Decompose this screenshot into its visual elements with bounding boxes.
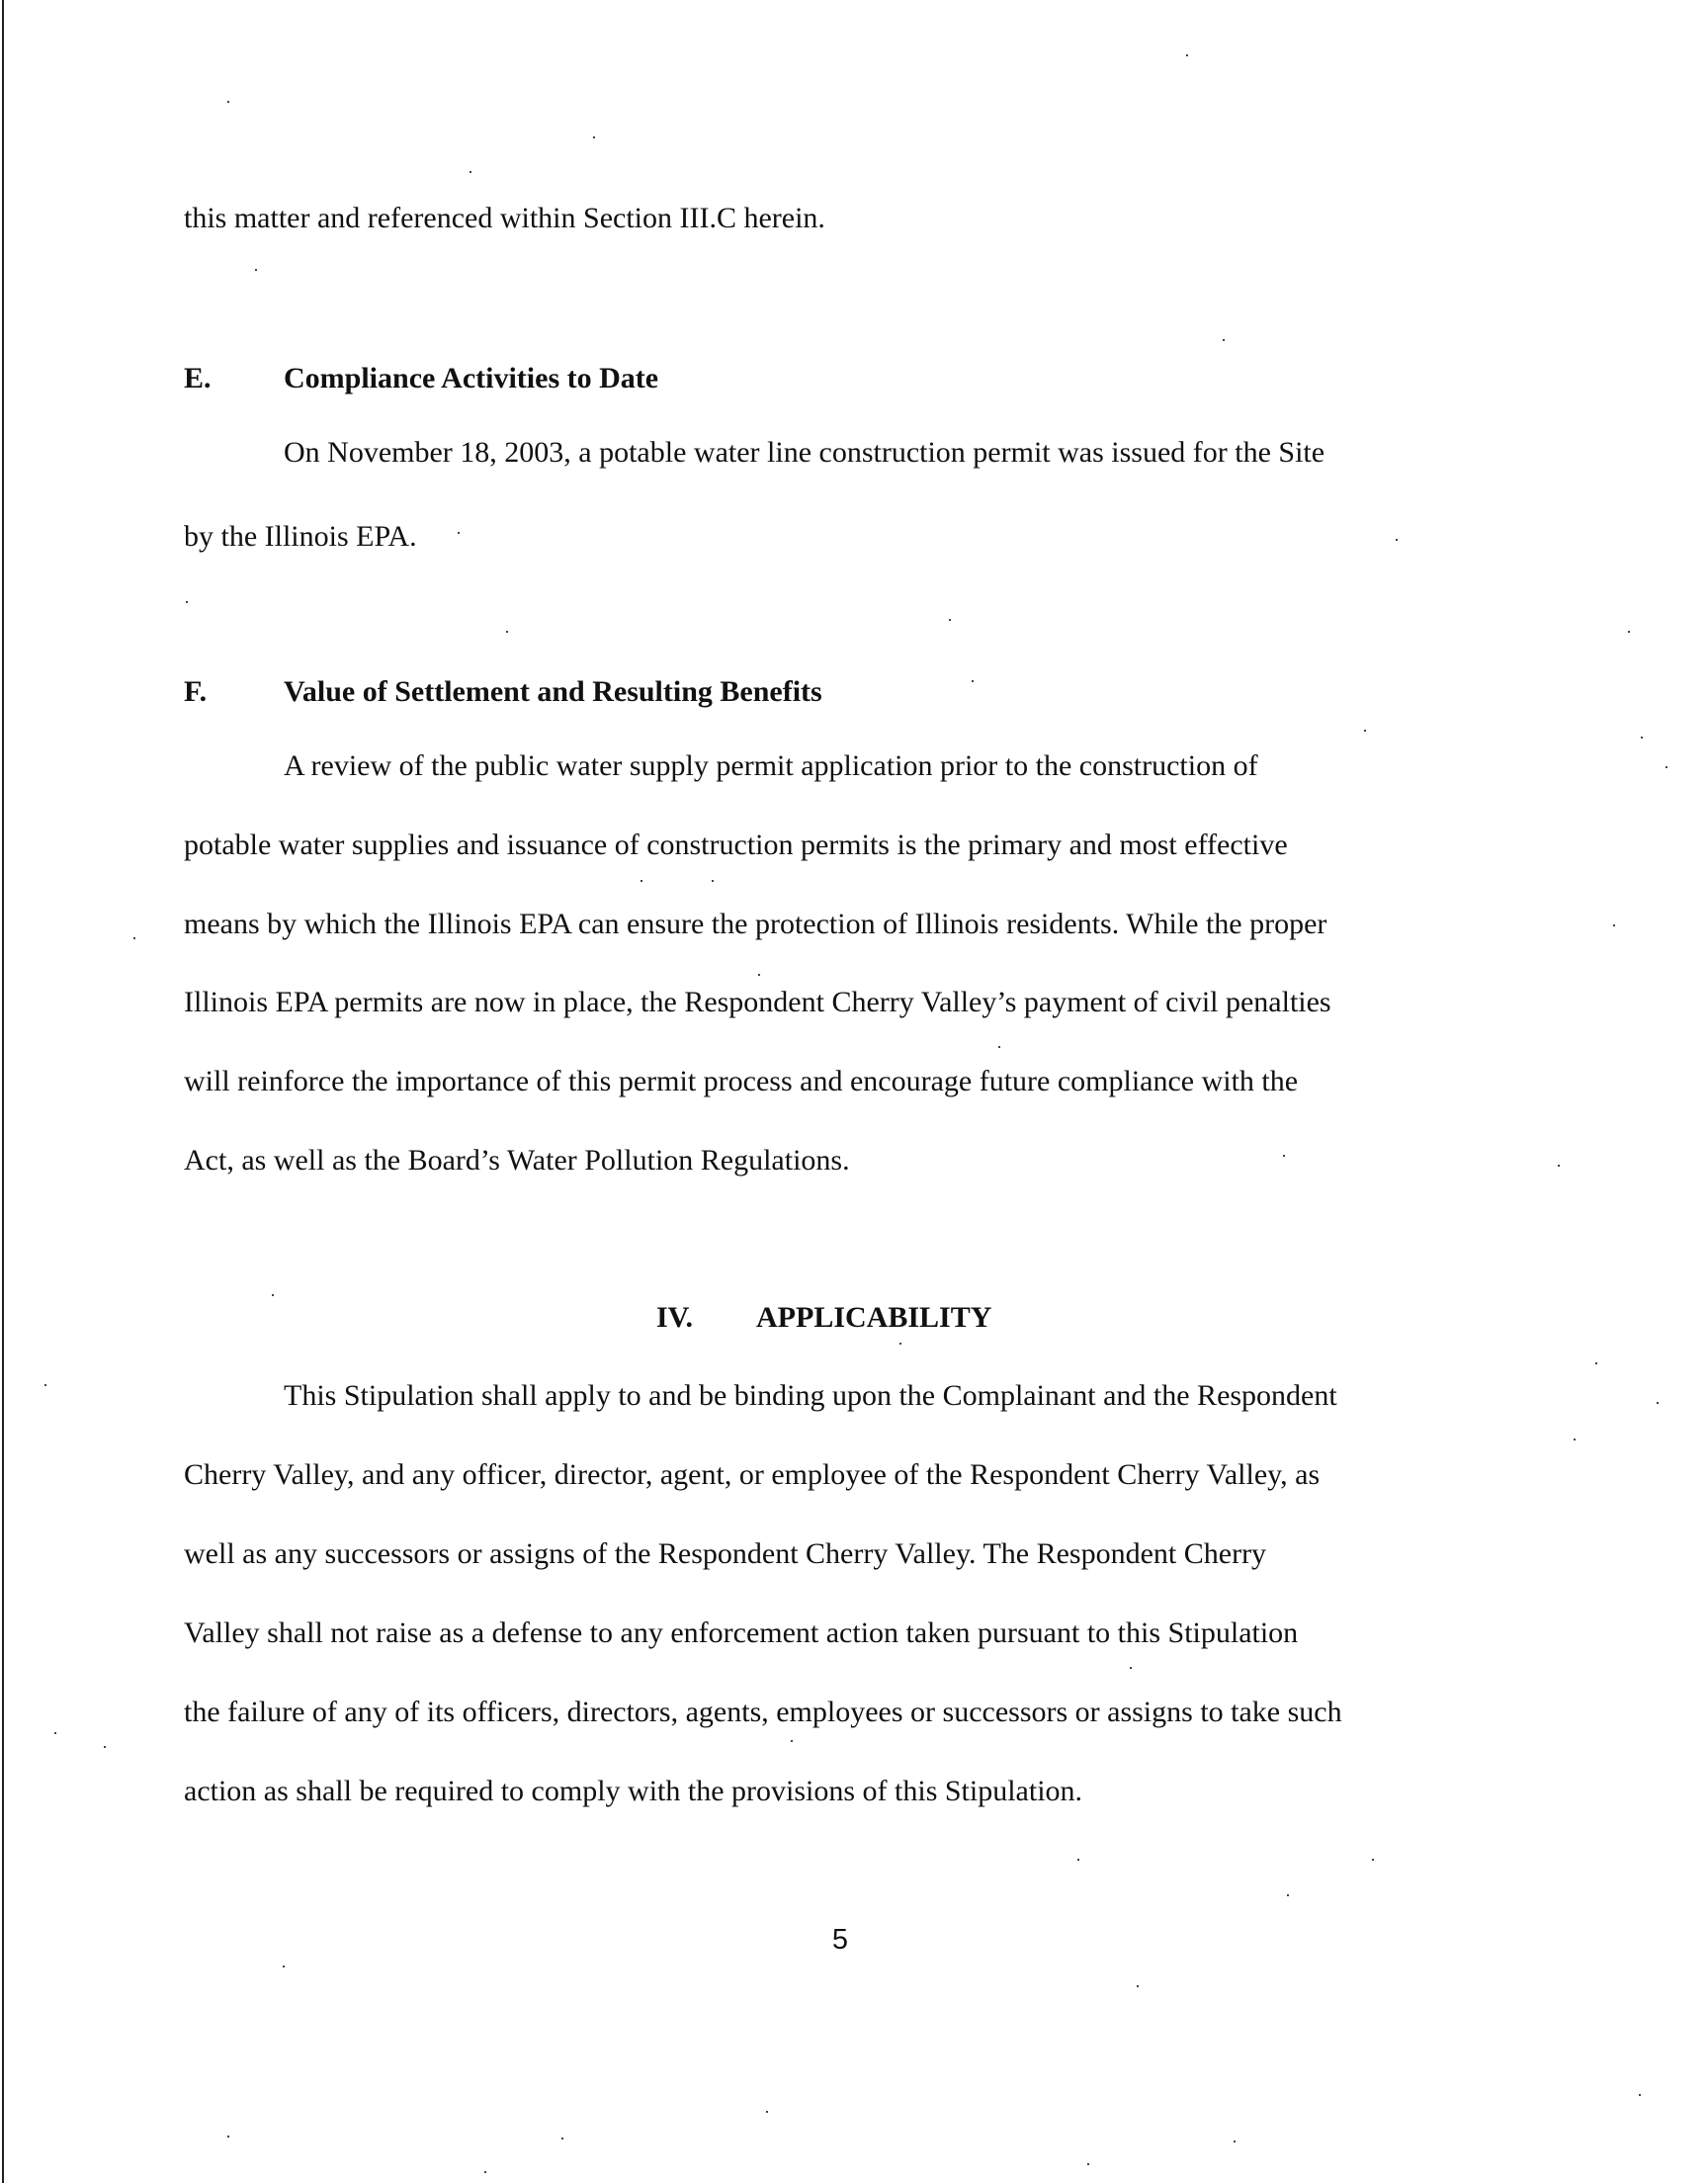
scan-speck xyxy=(998,1046,1000,1048)
scan-speck xyxy=(1665,766,1667,768)
body-line: well as any successors or assigns of the Respondent Cherry Valley. The Respondent Cherry xyxy=(184,1537,1267,1570)
scan-speck xyxy=(712,880,714,882)
scan-speck xyxy=(44,1384,46,1386)
scan-speck xyxy=(791,1740,793,1742)
body-line: this matter and referenced within Section III.C herein. xyxy=(184,202,825,234)
scan-speck xyxy=(766,2111,768,2113)
scan-speck xyxy=(1223,339,1225,341)
page-number: 5 xyxy=(831,1924,849,1956)
body-line: the failure of any of its officers, directors, agents, employees or successors or assigns to take such xyxy=(184,1696,1342,1728)
section-f-letter: F. xyxy=(184,675,208,708)
scan-edge-line xyxy=(2,0,4,2183)
scan-speck xyxy=(758,974,760,976)
body-line: potable water supplies and issuance of construction permits is the primary and most effective xyxy=(184,829,1288,861)
body-line: A review of the public water supply permit application prior to the construction of xyxy=(284,749,1258,782)
scan-speck xyxy=(1657,1402,1659,1404)
scan-speck xyxy=(1641,737,1643,739)
scan-speck xyxy=(1364,730,1366,732)
scan-speck xyxy=(458,532,460,534)
scan-speck xyxy=(1628,631,1630,633)
scan-speck xyxy=(54,1732,56,1734)
section-iv-numeral: IV. xyxy=(656,1301,693,1334)
scan-speck xyxy=(1595,1362,1597,1364)
scan-speck xyxy=(227,2136,229,2138)
body-line: means by which the Illinois EPA can ensure the protection of Illinois residents. While the proper xyxy=(184,908,1327,940)
scan-speck xyxy=(506,631,508,633)
scan-speck xyxy=(1613,924,1615,926)
scan-speck xyxy=(1287,1894,1289,1896)
scan-speck xyxy=(470,171,471,173)
body-line: Valley shall not raise as a defense to any enforcement action taken pursuant to this Stipulation xyxy=(184,1616,1299,1649)
body-line: On November 18, 2003, a potable water line construction permit was issued for the Site xyxy=(284,436,1325,469)
scan-speck xyxy=(255,269,257,271)
scan-speck xyxy=(227,101,229,103)
scan-speck xyxy=(133,937,135,939)
scan-speck xyxy=(104,1746,106,1748)
section-e-title: Compliance Activities to Date xyxy=(284,362,659,394)
scan-speck xyxy=(949,619,951,621)
scan-speck xyxy=(640,880,642,882)
body-line: Act, as well as the Board’s Water Pollution Regulations. xyxy=(184,1144,850,1177)
scan-speck xyxy=(1186,54,1188,56)
body-line: action as shall be required to comply with the provisions of this Stipulation. xyxy=(184,1775,1083,1807)
body-line: will reinforce the importance of this permit process and encourage future compliance with the xyxy=(184,1065,1299,1097)
scan-speck xyxy=(1372,1859,1374,1861)
scan-speck xyxy=(1087,2163,1089,2165)
scan-speck xyxy=(1137,1985,1139,1987)
scan-speck xyxy=(1396,539,1398,541)
scan-speck xyxy=(1574,1439,1576,1441)
section-e-letter: E. xyxy=(184,362,212,394)
scan-speck xyxy=(972,680,974,682)
scan-speck xyxy=(272,1294,274,1296)
body-line: This Stipulation shall apply to and be binding upon the Complainant and the Respondent xyxy=(284,1379,1337,1412)
scan-speck xyxy=(1283,1155,1285,1157)
scan-speck xyxy=(283,1965,285,1967)
body-line: Cherry Valley, and any officer, director, agent, or employee of the Respondent Cherry Valley, as xyxy=(184,1458,1321,1491)
scan-speck xyxy=(484,2171,486,2173)
scan-speck xyxy=(561,2138,563,2139)
scan-speck xyxy=(1558,1165,1560,1167)
section-f-title: Value of Settlement and Resulting Benefits xyxy=(284,675,822,708)
scan-speck xyxy=(1639,2094,1641,2096)
scan-speck xyxy=(1130,1667,1132,1669)
section-iv-title: APPLICABILITY xyxy=(756,1301,992,1334)
scan-speck xyxy=(186,601,188,603)
scan-speck xyxy=(899,1343,901,1345)
scan-speck xyxy=(1234,2140,1236,2142)
body-line: Illinois EPA permits are now in place, the Respondent Cherry Valley’s payment of civil penalties xyxy=(184,986,1331,1018)
scan-speck xyxy=(593,136,595,138)
body-line: by the Illinois EPA. xyxy=(184,520,417,553)
scan-speck xyxy=(1077,1859,1079,1861)
